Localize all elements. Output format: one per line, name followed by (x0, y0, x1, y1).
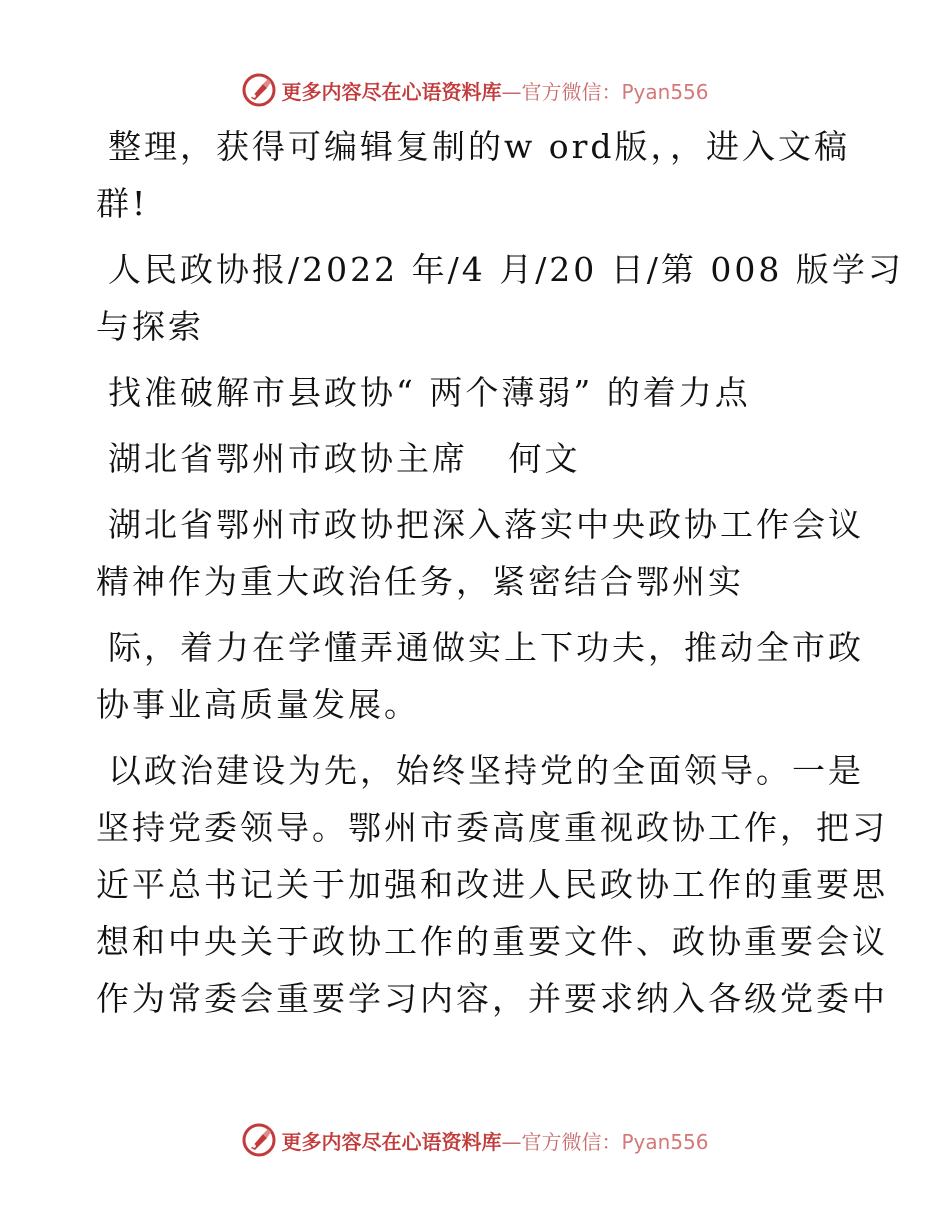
banner-dash: — (501, 1129, 522, 1154)
paragraph (96, 619, 864, 733)
banner-wechat-label: 官方微信： (521, 1129, 622, 1154)
text-line: 找准破解市县政协“ 两个薄弱” 的着力点 (108, 373, 751, 412)
banner-text (281, 1126, 708, 1155)
text-line: 人民政协报/2022 年/4 月/20 日/第 008 版学习 (108, 250, 904, 289)
text-line: 湖北省鄂州市政协把深入落实中央政协工作会议 (108, 505, 864, 544)
text-line: 精神作为重大政治任务，紧密结合鄂州实 (96, 562, 744, 601)
text-line: 作为常委会重要学习内容，并要求纳入各级党委中 (96, 979, 888, 1018)
text-line: 整理，获得可编辑复制的w ord版，，进入文稿 (108, 127, 851, 166)
text-line: 群! (96, 184, 149, 223)
article-title (96, 364, 856, 421)
text-line: 湖北省鄂州市政协主席 何文 (108, 439, 581, 478)
document-body (96, 118, 904, 1036)
text-line: 坚持党委领导。鄂州市委高度重视政协工作，把习 (96, 808, 888, 847)
banner-brand-text: 更多内容尽在心语资料库 (281, 1129, 502, 1154)
header-banner (0, 68, 950, 112)
banner-wechat-id: Pyan556 (621, 1129, 709, 1154)
banner-wechat-id: Pyan556 (621, 79, 709, 104)
pen-nib-logo-icon (241, 72, 277, 108)
author-line (96, 430, 856, 487)
text-line: 想和中央关于政协工作的重要文件、政协重要会议 (96, 922, 888, 961)
text-line: 近平总书记关于加强和改进人民政协工作的重要思 (96, 865, 888, 904)
text-line: 际，着力在学懂弄通做实上下功夫，推动全市政 (108, 628, 864, 667)
banner-wechat-label: 官方微信： (521, 79, 622, 104)
paragraph (96, 742, 888, 1027)
text-line: 以政治建设为先，始终坚持党的全面领导。一是 (108, 751, 864, 790)
paragraph (96, 118, 856, 232)
banner-dash: — (501, 79, 522, 104)
text-line: 协事业高质量发展。 (96, 685, 420, 724)
banner-brand-text: 更多内容尽在心语资料库 (281, 79, 502, 104)
banner-text (281, 76, 708, 105)
footer-banner (0, 1118, 950, 1162)
paragraph (96, 496, 864, 610)
pen-nib-logo-icon (241, 1122, 277, 1158)
paragraph (96, 241, 904, 355)
text-line: 与探索 (96, 307, 204, 346)
